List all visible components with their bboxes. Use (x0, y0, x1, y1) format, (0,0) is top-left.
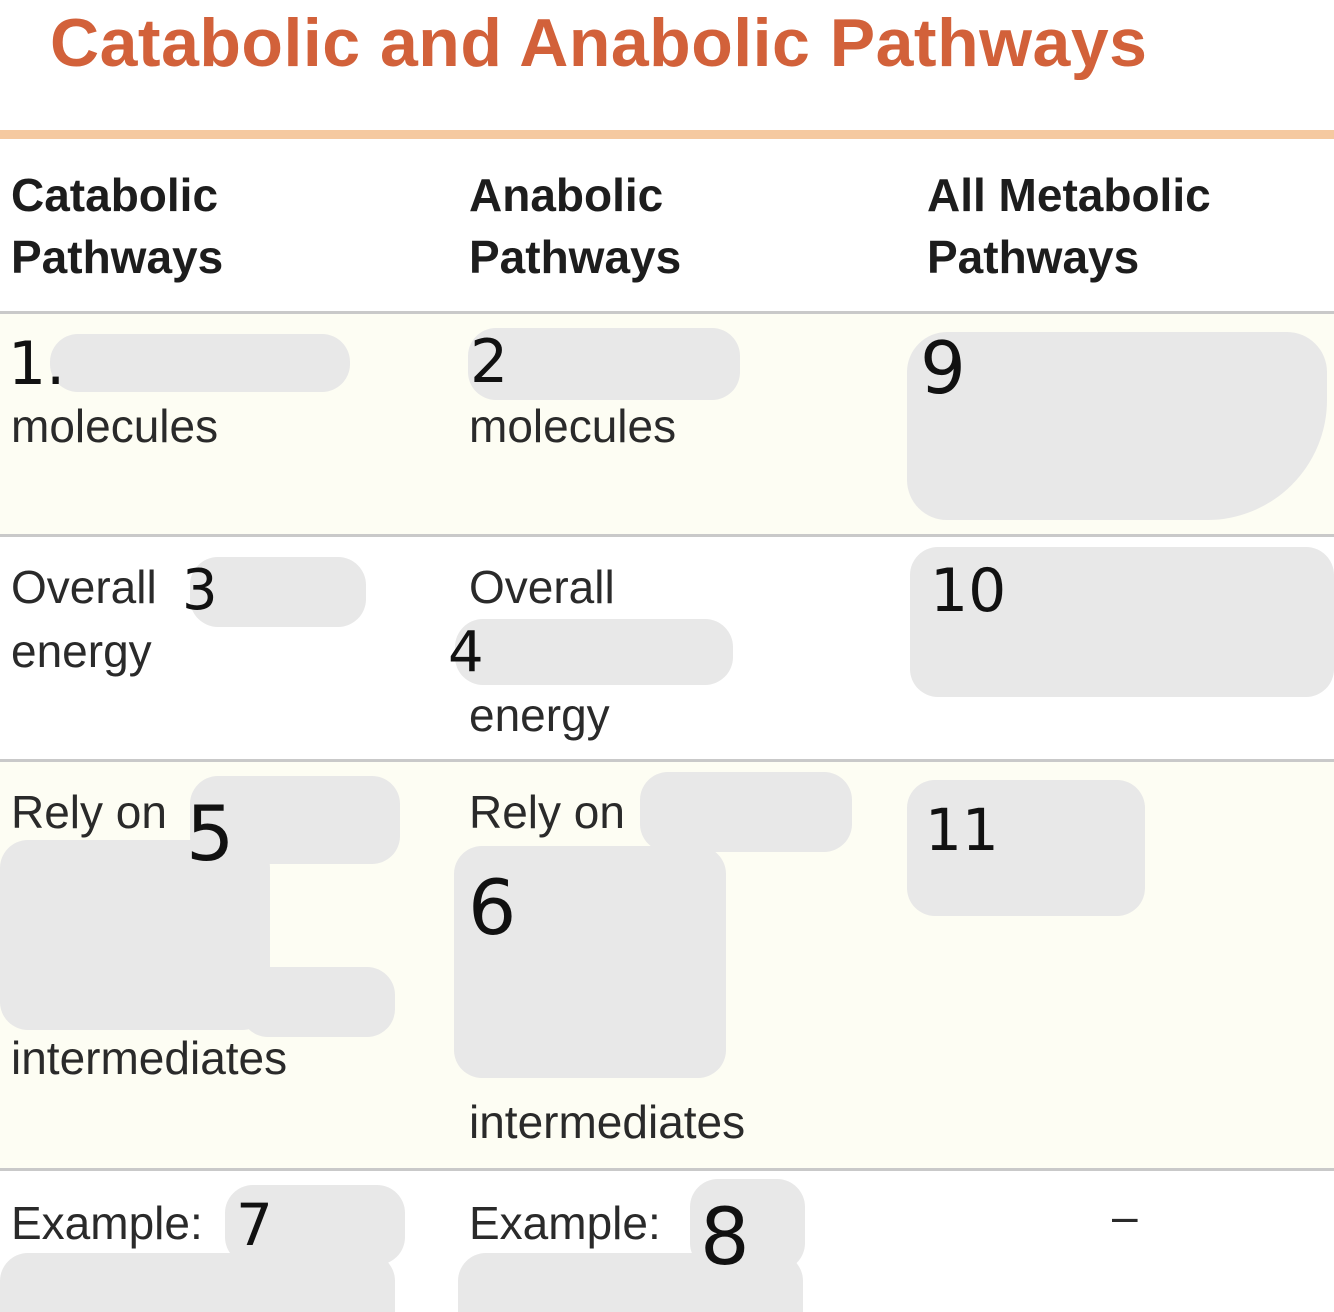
answer-blank-6a (640, 772, 852, 852)
answer-number-6: 6 (468, 863, 517, 952)
page-title: Catabolic and Anabolic Pathways (50, 5, 1148, 81)
table-row (0, 1171, 1334, 1312)
cell-text: Example: (11, 1197, 203, 1249)
answer-number-7: 7 (236, 1191, 273, 1259)
cell-text: Rely on (11, 786, 167, 838)
answer-blank-4 (455, 619, 733, 685)
header-catabolic-line1: Catabolic (11, 169, 219, 221)
table-row (0, 537, 1334, 762)
table-header-row (0, 139, 1334, 314)
answer-number-9: 9 (920, 326, 966, 410)
header-all-metabolic-line1: All Metabolic (927, 169, 1211, 221)
cell-text: Example: (469, 1197, 661, 1249)
answer-number-1: 1. (8, 329, 66, 399)
header-anabolic-line1: Anabolic (469, 169, 664, 221)
cell-text: molecules (11, 400, 219, 452)
cell-text: molecules (469, 400, 677, 452)
title-divider (0, 130, 1334, 139)
header-catabolic-line2: Pathways (11, 231, 224, 283)
cell-text: Overall (469, 561, 615, 613)
header-anabolic (469, 164, 681, 288)
answer-blank-8b (458, 1253, 803, 1312)
answer-number-5: 5 (186, 789, 235, 878)
header-all-metabolic (927, 164, 1211, 288)
table-row (0, 762, 1334, 1171)
cell-text: intermediates (11, 1032, 288, 1084)
empty-dash: – (1112, 1190, 1138, 1242)
answer-number-8: 8 (700, 1193, 750, 1283)
answer-blank-7b (0, 1253, 395, 1312)
cell-text: intermediates (469, 1096, 746, 1148)
answer-blank-9 (907, 326, 1327, 520)
answer-number-4: 4 (448, 620, 484, 685)
answer-number-11: 11 (925, 796, 999, 864)
cell-text: Rely on (469, 786, 625, 838)
header-catabolic (11, 164, 223, 288)
cell-text: energy (469, 689, 610, 741)
header-all-metabolic-line2: Pathways (927, 231, 1140, 283)
answer-number-2: 2 (470, 327, 509, 397)
answer-blank-1 (50, 334, 350, 392)
table-row (0, 314, 1334, 537)
answer-number-10: 10 (930, 556, 1007, 626)
header-anabolic-line2: Pathways (469, 231, 682, 283)
answer-number-3: 3 (182, 558, 218, 623)
answer-blank-2 (468, 328, 740, 400)
cell-text: energy (11, 625, 152, 677)
cell-text: Overall (11, 561, 157, 613)
